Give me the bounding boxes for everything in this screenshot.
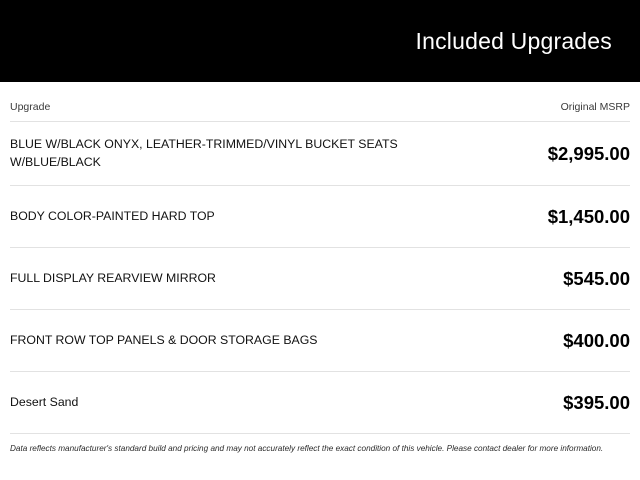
column-header-upgrade: Upgrade [10, 101, 51, 113]
upgrade-price: $1,450.00 [547, 205, 630, 227]
upgrade-name: FRONT ROW TOP PANELS & DOOR STORAGE BAGS [10, 332, 318, 347]
upgrade-name: FULL DISPLAY REARVIEW MIRROR [10, 270, 216, 285]
table-row [10, 185, 630, 247]
upgrade-price: $545.00 [563, 267, 630, 289]
page-header [0, 0, 640, 82]
table-row [10, 247, 630, 309]
upgrade-price: $400.00 [563, 329, 630, 351]
upgrade-name: BODY COLOR-PAINTED HARD TOP [10, 208, 215, 223]
upgrade-price: $2,995.00 [547, 142, 630, 164]
table-column-headers [10, 82, 630, 121]
upgrade-name: BLUE W/BLACK ONYX, LEATHER-TRIMMED/VINYL BUCKET SEATS W/BLUE/BLACK [10, 136, 398, 169]
upgrade-price: $395.00 [563, 391, 630, 413]
upgrades-table [0, 82, 640, 455]
column-header-msrp: Original MSRP [560, 101, 630, 113]
table-row [10, 121, 630, 185]
upgrade-name: Desert Sand [10, 394, 79, 409]
disclaimer-text: Data reflects manufacturer's standard build and pricing and may not accurately reflect the exact condition of this vehicle. Please contact dealer for more information. [10, 433, 630, 455]
table-row [10, 371, 630, 433]
page-title: Included Upgrades [415, 27, 612, 54]
table-row [10, 309, 630, 371]
